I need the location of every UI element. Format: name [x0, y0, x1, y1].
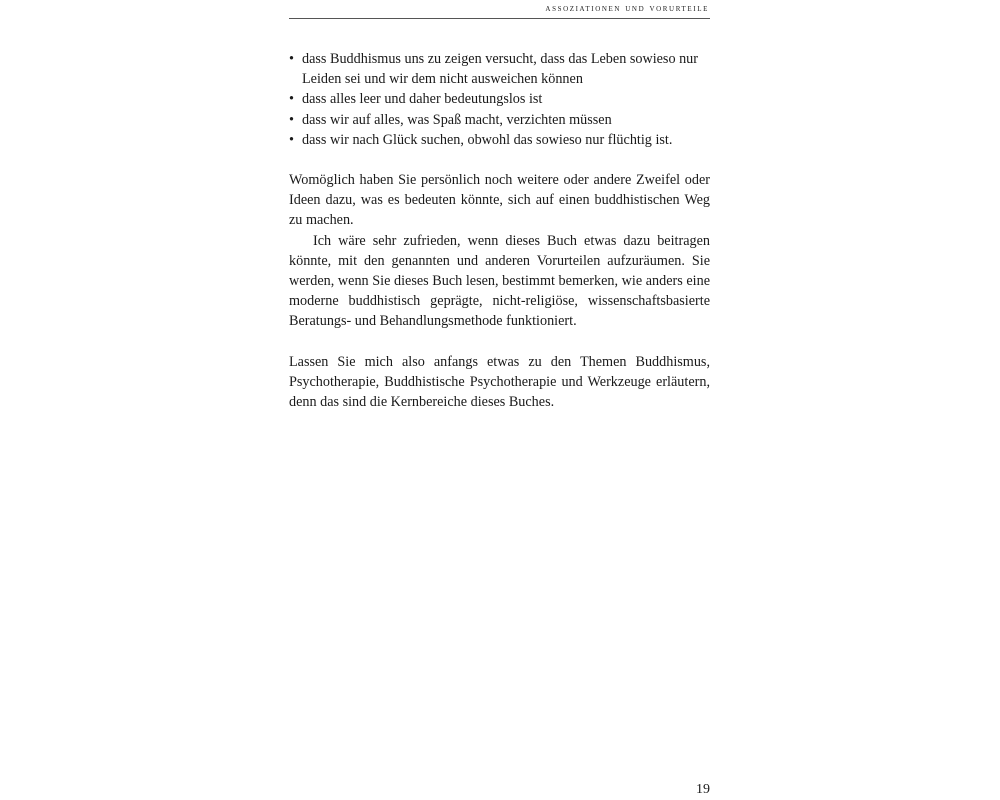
body-text — [289, 49, 710, 412]
bullet-list — [289, 49, 710, 150]
list-item — [289, 49, 710, 89]
paragraph-prejudices: Ich wäre sehr zufrieden, wenn dieses Buch etwas dazu beitragen könnte, mit den genannten und anderen Vorurteilen aufzuräumen. Sie werden, wenn Sie dieses Buch lesen, bestimmt bemerken, wie anders eine moderne buddhistisch geprägte, nicht-religiöse, wissenschaftsbasierte Beratungs- und Behandlungsmethode funktioniert. — [289, 232, 710, 330]
bullet-icon: • — [289, 51, 294, 67]
bullet-icon: • — [289, 91, 294, 108]
list-item-text: dass Buddhismus uns zu zeigen versucht, dass das Leben sowieso nur Leiden sei und wir dem nicht ausweichen können — [302, 51, 699, 88]
running-head: assoziationen und vorurteile — [545, 3, 709, 14]
paragraph-core-topics: Lassen Sie mich also anfangs etwas zu den Themen Buddhismus, Psychotherapie, Buddhistische Psychotherapie und Werkzeuge erläutern, denn das sind die Kernbereiche dieses Buches. — [289, 353, 710, 411]
list-item-text: dass alles leer und daher bedeutungslos ist — [302, 91, 543, 108]
paragraph-spacer — [289, 150, 710, 170]
list-item-text: dass wir nach Glück suchen, obwohl das sowieso nur flüchtig ist. — [302, 131, 673, 148]
paragraph-spacer — [289, 332, 710, 352]
list-item — [289, 130, 710, 150]
paragraph-doubts: Womöglich haben Sie persönlich noch weitere oder andere Zweifel oder Ideen dazu, was es bedeuten könnte, sich auf einen buddhistischen Weg zu machen. — [289, 172, 710, 229]
bullet-icon: • — [289, 111, 294, 128]
list-item — [289, 89, 710, 109]
page-number: 19 — [696, 782, 710, 797]
list-item — [289, 110, 710, 130]
header-rule — [289, 18, 710, 19]
bullet-icon: • — [289, 131, 294, 148]
list-item-text: dass wir auf alles, was Spaß macht, verzichten müssen — [302, 111, 612, 128]
